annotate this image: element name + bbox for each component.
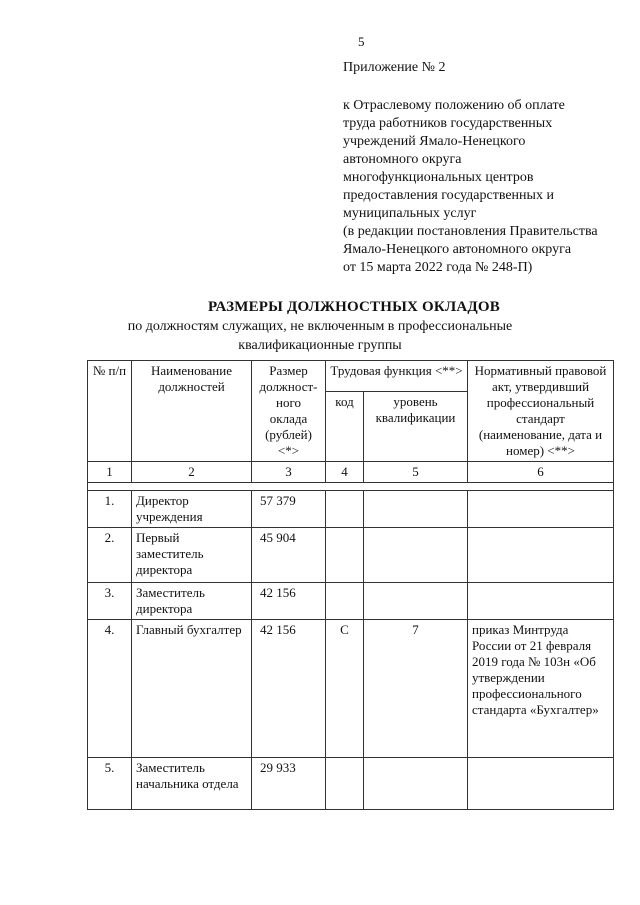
appendix-line: (в редакции постановления Правительства: [343, 224, 598, 239]
row-level: [364, 758, 468, 810]
table-row: [88, 583, 614, 620]
row-code: [326, 528, 364, 583]
column-number-row: [88, 462, 614, 483]
row-level: [364, 528, 468, 583]
table-row: [88, 528, 614, 583]
document-subtitle-line1: по должностям служащих, не включенным в профессиональные: [127, 319, 513, 334]
row-code: [326, 758, 364, 810]
column-number: 4: [326, 462, 364, 483]
row-salary: 42 156: [252, 583, 326, 620]
document-subtitle-line2: квалификационные группы: [238, 338, 402, 353]
row-salary: 57 379: [252, 491, 326, 528]
page-number: 5: [358, 34, 365, 49]
row-code: [326, 583, 364, 620]
row-act: [468, 491, 614, 528]
row-num: 4.: [88, 620, 132, 758]
appendix-line: Ямало-Ненецкого автономного округа: [343, 242, 572, 257]
appendix-line: от 15 марта 2022 года № 248-П): [343, 260, 533, 275]
document-title: РАЗМЕРЫ ДОЛЖНОСТНЫХ ОКЛАДОВ: [208, 299, 500, 315]
row-code: [326, 491, 364, 528]
table-row: [88, 620, 614, 758]
appendix-line: учреждений Ямало-Ненецкого: [343, 134, 526, 149]
salary-table: [87, 360, 614, 810]
column-number: 6: [468, 462, 614, 483]
column-number: 5: [364, 462, 468, 483]
header-code: код: [326, 392, 364, 462]
row-salary: 29 933: [252, 758, 326, 810]
row-num: 3.: [88, 583, 132, 620]
appendix-title: Приложение № 2: [343, 60, 446, 75]
table-row: [88, 758, 614, 810]
column-number: 1: [88, 462, 132, 483]
appendix-line: автономного округа: [343, 152, 462, 167]
appendix-line: многофункциональных центров: [343, 170, 534, 185]
table-row: [88, 491, 614, 528]
row-salary: 45 904: [252, 528, 326, 583]
row-name: Заместитель начальника отдела: [132, 758, 252, 810]
appendix-block: [343, 59, 598, 277]
row-name: Главный бухгалтер: [132, 620, 252, 758]
row-act: [468, 758, 614, 810]
appendix-lines: [343, 97, 598, 277]
row-name: Директор учреждения: [132, 491, 252, 528]
header-level: уровень квалификации: [364, 392, 468, 462]
table-header-row: [88, 361, 614, 392]
appendix-line: труда работников государственных: [343, 116, 553, 131]
row-name: Первый заместитель директора: [132, 528, 252, 583]
header-salary: Размер должност-ного оклада (рублей) <*>: [252, 361, 326, 462]
header-act: Нормативный правовой акт, утвердивший профессиональный стандарт (наименование, дата и номер) <**>: [468, 361, 614, 462]
row-name: Заместитель директора: [132, 583, 252, 620]
row-level: 7: [364, 620, 468, 758]
column-number: 2: [132, 462, 252, 483]
header-name: Наименование должностей: [132, 361, 252, 462]
header-labor-function: Трудовая функция <**>: [326, 361, 468, 392]
row-salary: 42 156: [252, 620, 326, 758]
row-num: 2.: [88, 528, 132, 583]
row-num: 5.: [88, 758, 132, 810]
row-act: [468, 528, 614, 583]
row-level: [364, 583, 468, 620]
row-num: 1.: [88, 491, 132, 528]
row-act: [468, 583, 614, 620]
header-num: № п/п: [88, 361, 132, 462]
appendix-line: муниципальных услуг: [343, 206, 477, 221]
row-code: С: [326, 620, 364, 758]
table-separator: [88, 483, 614, 491]
document-heading: [0, 299, 640, 354]
appendix-line: к Отраслевому положению об оплате: [343, 98, 565, 113]
appendix-line: предоставления государственных и: [343, 188, 554, 203]
column-number: 3: [252, 462, 326, 483]
row-act: приказ Минтруда России от 21 февраля 2019 года № 103н «Об утверждении профессионального стандарта «Бухгалтер»: [468, 620, 614, 758]
row-level: [364, 491, 468, 528]
